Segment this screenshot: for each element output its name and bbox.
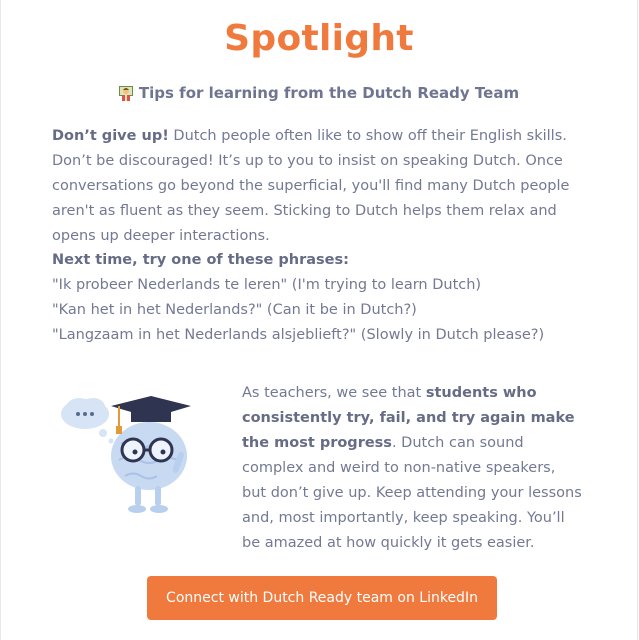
teachers-note bbox=[242, 381, 582, 556]
teacher-emoji-icon bbox=[119, 85, 133, 101]
subtitle-text: Tips for learning from the Dutch Ready Team bbox=[138, 84, 520, 102]
teachers-note-bold: students who consistently try, fail, and try again make the most progress bbox=[242, 385, 575, 451]
linkedin-connect-button[interactable]: Connect with Dutch Ready team on LinkedIn bbox=[147, 576, 497, 620]
teachers-note-lead: As teachers, we see that bbox=[242, 385, 426, 401]
thought-bubble-icon bbox=[61, 398, 114, 444]
phrases-heading: Next time, try one of these phrases: bbox=[52, 252, 349, 268]
intro-paragraph bbox=[52, 124, 592, 249]
phrase-item: "Kan het in het Nederlands?" (Can it be in Dutch?) bbox=[52, 302, 417, 318]
phrase-item: "Langzaam in het Nederlands alsjeblieft?" (Slowly in Dutch please?) bbox=[52, 327, 545, 343]
phrase-item: "Ik probeer Nederlands te leren" (I'm trying to learn Dutch) bbox=[52, 277, 482, 293]
phrases-block bbox=[52, 248, 592, 348]
page-title: Spotlight bbox=[224, 18, 414, 59]
intro-text: Dutch people often like to show off their English skills. Don’t be discouraged! It’s up to you to insist on speaking Dutch. Once conversations go beyond the superficial, you'll find many Dutch people aren't as fluent as they seem. Sticking to Dutch helps them relax and opens up deeper interactions. bbox=[52, 128, 570, 244]
section-subtitle bbox=[1, 84, 637, 102]
teachers-note-rest: . Dutch can sound complex and weird to non-native speakers, but don’t give up. Keep attending your lessons and, most importantly, keep speaking. You’ll be amazed at how quickly it gets easier. bbox=[242, 435, 582, 551]
intro-bold-lead: Don’t give up! bbox=[52, 128, 169, 144]
graduate-brain-illustration bbox=[59, 392, 199, 516]
